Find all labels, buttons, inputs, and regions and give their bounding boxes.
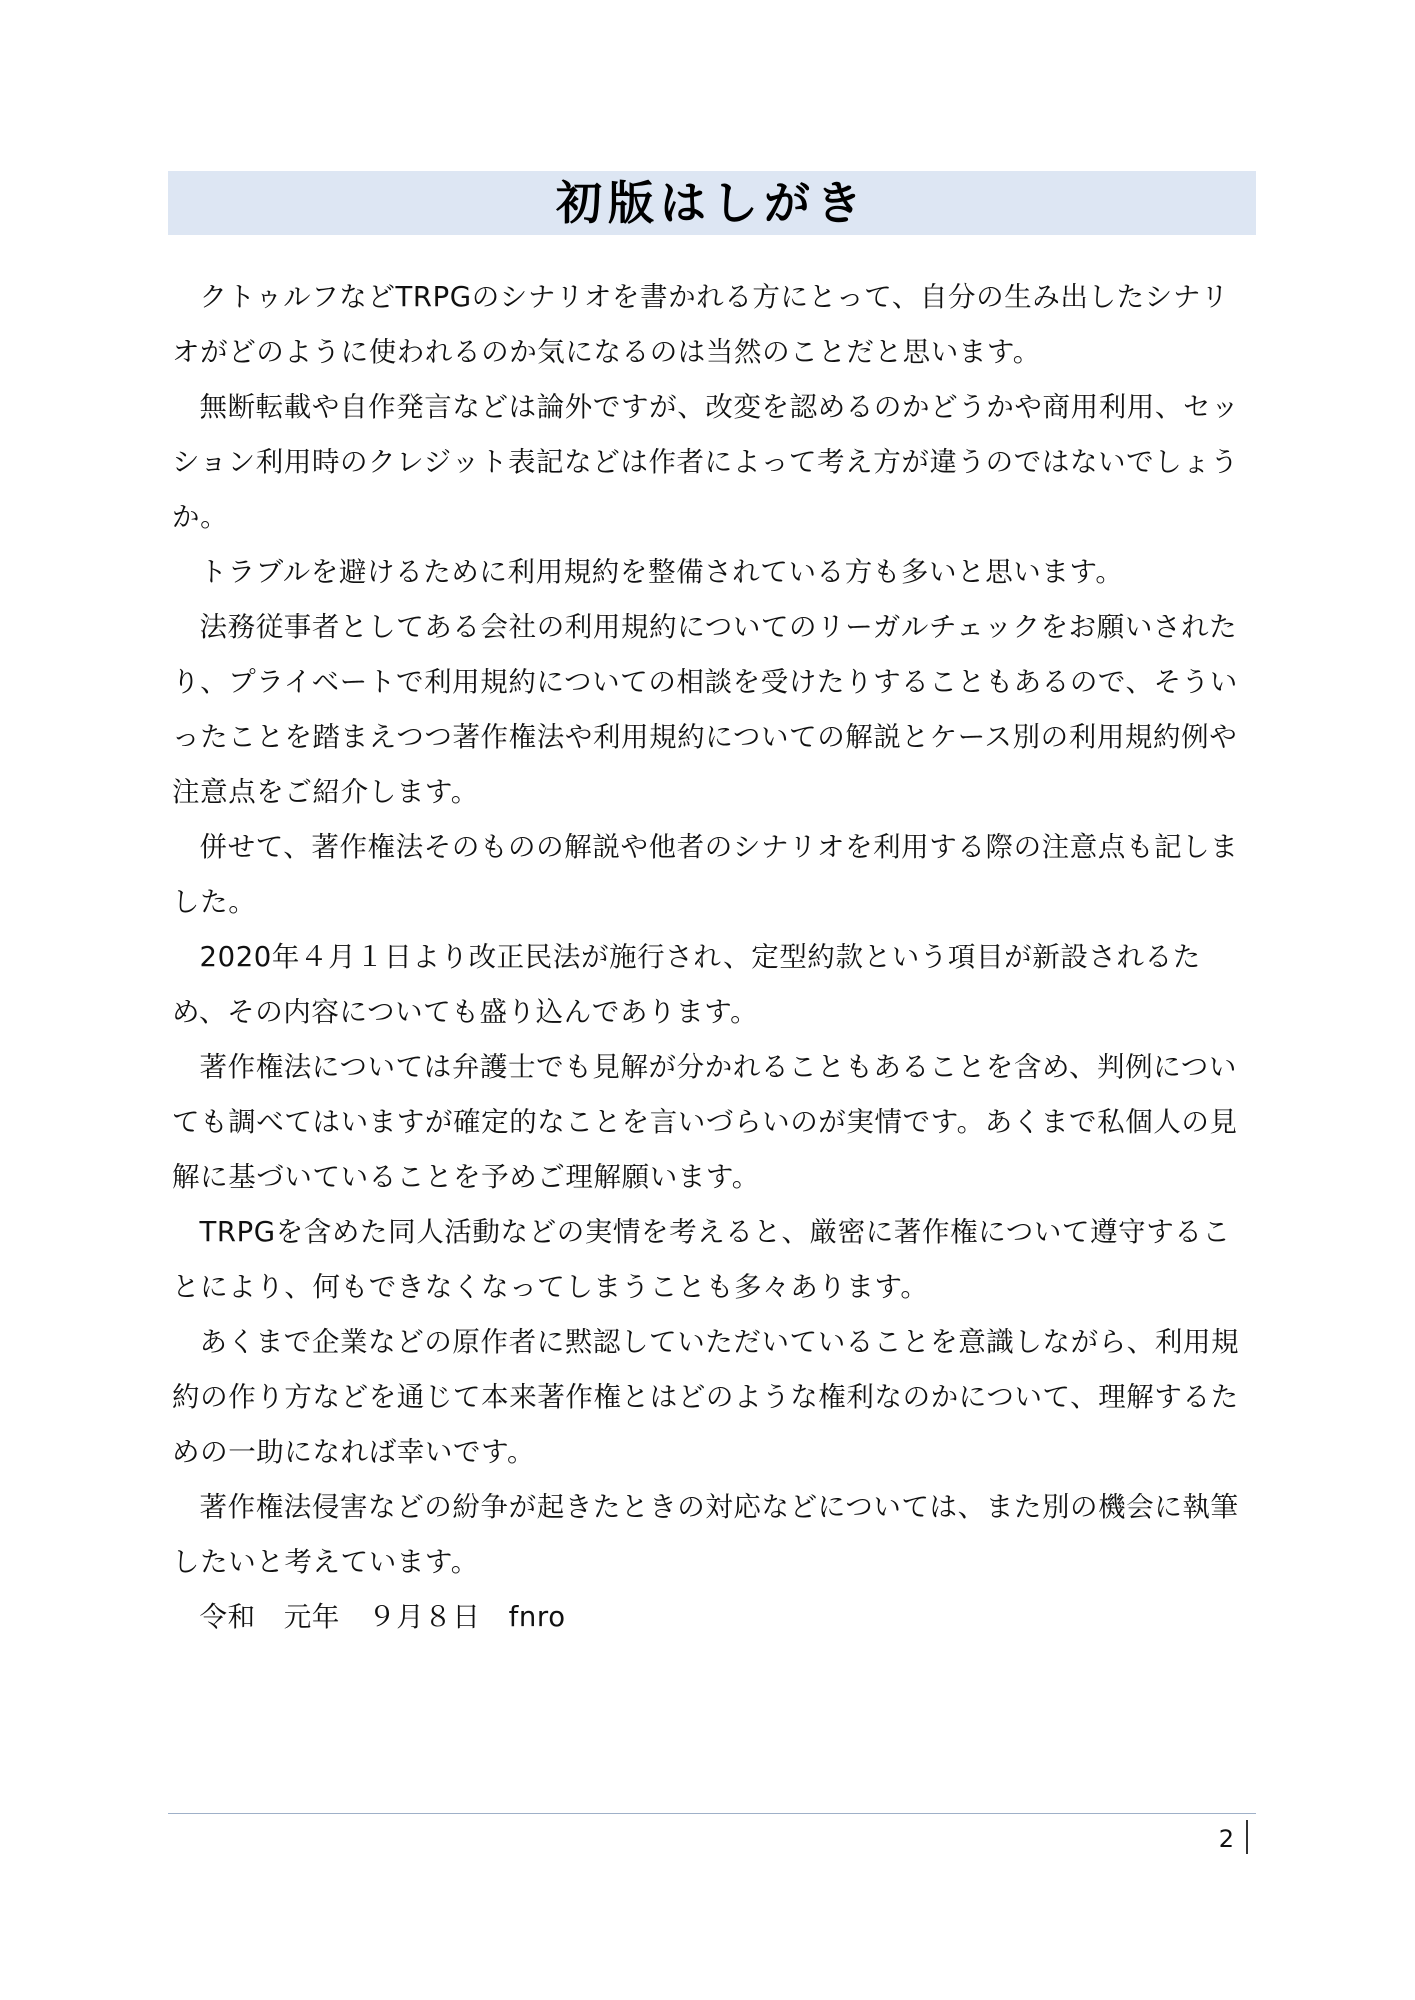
paragraph: あくまで企業などの原作者に黙認していただいていることを意識しながら、利用規約の作り方などを通じて本来著作権とはどのような権利なのかについて、理解するための一助になれば幸いです。 (172, 1326, 1240, 1468)
footer-divider (168, 1813, 1256, 1814)
paragraph: 無断転載や自作発言などは論外ですが、改変を認めるのかどうかや商用利用、セッション利用時のクレジット表記などは作者によって考え方が違うのではないでしょうか。 (172, 391, 1240, 533)
paragraph: 2020年４月１日より改正民法が施行され、定型約款という項目が新設されるため、その内容についても盛り込んであります。 (172, 941, 1201, 1028)
title-band (168, 171, 1256, 235)
paragraph: TRPGを含めた同人活動などの実情を考えると、厳密に著作権について遵守することにより、何もできなくなってしまうことも多々あります。 (172, 1216, 1231, 1303)
date-signature: 令和 元年 ９月８日 fnro (199, 1601, 566, 1633)
paragraph: 著作権法侵害などの紛争が起きたときの対応などについては、また別の機会に執筆したいと考えています。 (172, 1491, 1239, 1578)
paragraph: 併せて、著作権法そのものの解説や他者のシナリオを利用する際の注意点も記しました。 (172, 831, 1239, 918)
page-number-bar (1246, 1820, 1248, 1854)
paragraph: 法務従事者としてある会社の利用規約についてのリーガルチェックをお願いされたり、プライベートで利用規約についての相談を受けたりすることもあるので、そういったことを踏まえつつ著作権法や利用規約についての解説とケース別の利用規約例や注意点をご紹介します。 (172, 611, 1238, 808)
paragraph: 著作権法については弁護士でも見解が分かれることもあることを含め、判例についても調べてはいますが確定的なことを言いづらいのが実情です。あくまで私個人の見解に基づいていることを予めご理解願います。 (172, 1051, 1238, 1193)
paragraph: トラブルを避けるために利用規約を整備されている方も多いと思います。 (199, 556, 1124, 588)
page-number: 2 (1218, 1825, 1234, 1853)
preface-body (172, 270, 1252, 1645)
paragraph: クトゥルフなどTRPGのシナリオを書かれる方にとって、自分の生み出したシナリオがどのように使われるのか気になるのは当然のことだと思います。 (172, 281, 1230, 368)
page-title: 初版はしがき (556, 176, 868, 230)
